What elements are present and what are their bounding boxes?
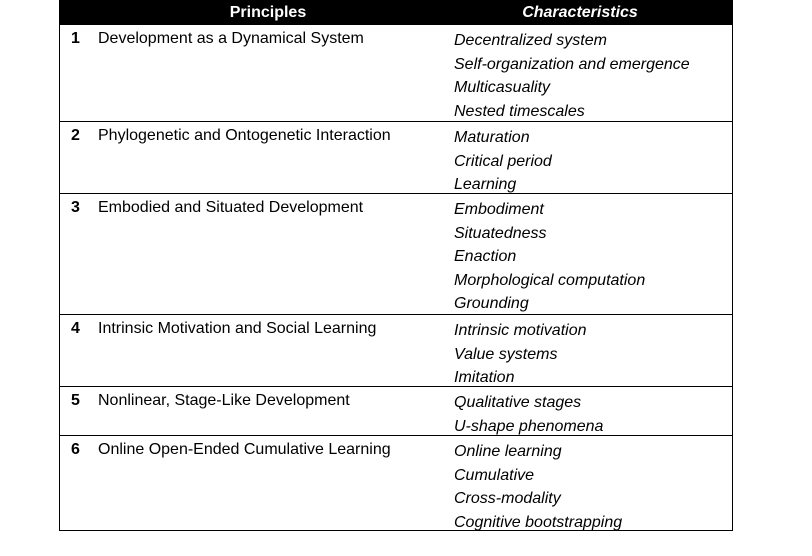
row-number: 3 (71, 199, 80, 216)
characteristic-item: Intrinsic motivation (454, 322, 587, 339)
table-row (60, 193, 732, 314)
row-number: 1 (71, 30, 80, 47)
characteristic-item: Cognitive bootstrapping (454, 513, 623, 531)
characteristic-item: Online learning (454, 443, 562, 460)
table-row (60, 435, 732, 530)
principle-cell: Online Open-Ended Cumulative Learning (98, 441, 391, 458)
characteristic-item: Maturation (454, 129, 530, 146)
table-row (60, 314, 732, 387)
characteristic-item: U-shape phenomena (454, 417, 604, 435)
characteristic-item: Morphological computation (454, 271, 646, 289)
characteristic-item: Embodiment (454, 201, 544, 218)
characteristic-item: Multicasuality (454, 79, 551, 96)
characteristic-item: Grounding (454, 295, 529, 312)
characteristics-cell (454, 440, 622, 534)
characteristic-item: Imitation (454, 369, 515, 386)
table-row (60, 121, 732, 194)
principle-cell: Development as a Dynamical System (98, 30, 364, 47)
principle-cell: Intrinsic Motivation and Social Learning (98, 320, 377, 337)
row-number: 4 (71, 320, 80, 337)
characteristics-cell (454, 319, 587, 390)
principle-cell: Nonlinear, Stage-Like Development (98, 392, 350, 409)
characteristic-item: Learning (454, 176, 517, 193)
characteristic-item: Value systems (454, 345, 558, 363)
characteristics-header: Characteristics (522, 4, 638, 21)
characteristic-item: Cross-modality (454, 490, 561, 507)
characteristics-cell (454, 198, 645, 316)
characteristic-item: Self-organization and emergence (454, 55, 690, 73)
characteristic-item: Enaction (454, 248, 517, 265)
characteristic-item: Qualitative stages (454, 394, 582, 411)
principles-header: Principles (229, 4, 307, 21)
characteristic-item: Decentralized system (454, 32, 607, 49)
characteristic-item: Critical period (454, 152, 552, 170)
characteristics-cell (454, 391, 603, 438)
row-number: 2 (71, 127, 80, 144)
table-row (60, 25, 732, 122)
principle-cell: Phylogenetic and Ontogenetic Interaction (98, 127, 391, 144)
characteristics-cell (454, 29, 690, 123)
row-number: 5 (71, 392, 80, 409)
principle-cell: Embodied and Situated Development (98, 199, 364, 216)
characteristic-item: Situatedness (454, 224, 547, 242)
characteristics-cell (454, 126, 552, 197)
characteristic-item: Cumulative (454, 466, 535, 484)
table-header (60, 0, 732, 25)
table-row (60, 386, 732, 436)
row-number: 6 (71, 441, 80, 458)
characteristic-item: Nested timescales (454, 102, 585, 120)
principles-table (59, 0, 733, 531)
